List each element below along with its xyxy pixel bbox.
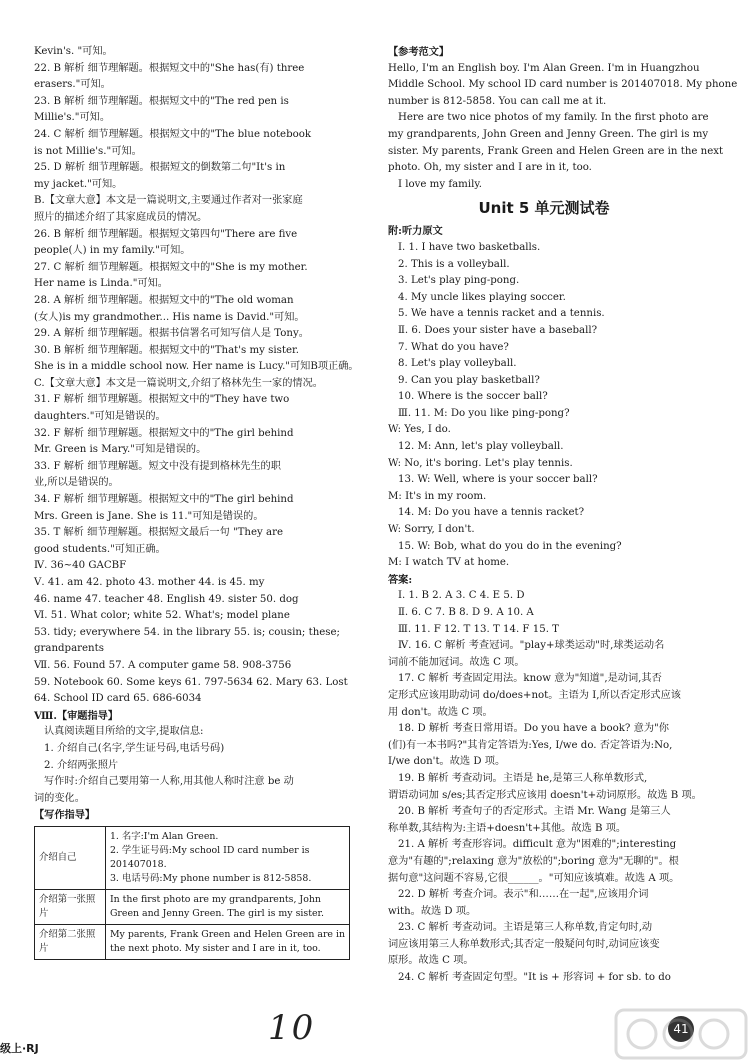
table-cell-line: 3. 电话号码:My phone number is 812-5858. <box>109 872 312 884</box>
right-column <box>388 44 738 987</box>
answer-line: 答案: <box>388 573 413 586</box>
answer-line: 18. D 解析 考查日常用语。Do you have a book? 意为"你 <box>398 723 669 735</box>
text-line: 【写作指导】 <box>34 809 96 822</box>
text-line: my jacket."可知。 <box>34 178 123 190</box>
text-line: 1. 介绍自己(名字,学生证号码,电话号码) <box>44 742 225 754</box>
answer-line: 词前不能加冠词。故选 C 项。 <box>388 656 525 668</box>
answer-line: 4. My uncle likes playing soccer. <box>398 291 566 303</box>
table-row <box>35 826 350 889</box>
answer-line: 5. We have a tennis racket and a tennis. <box>398 308 605 320</box>
text-line: Kevin's. "可知。 <box>34 46 113 57</box>
answer-line: Ⅰ. 1. I have two basketballs. <box>398 241 541 253</box>
table-row-label: 介绍第一张照片 <box>35 889 106 924</box>
text-line: people(人) in my family."可知。 <box>34 245 191 257</box>
table-cell-line: My parents, Frank Green and Helen Green are in <box>109 928 345 940</box>
text-line: erasers."可知。 <box>34 79 111 91</box>
text-line: 23. B 解析 细节理解题。根据短文中的"The red pen is <box>34 95 289 107</box>
answer-line: 14. M: Do you have a tennis racket? <box>398 507 585 519</box>
essay-line: Here are two nice photos of my family. In the first photo are <box>398 112 709 124</box>
table-row-content <box>105 826 349 889</box>
text-line: daughters."可知是错误的。 <box>34 411 166 423</box>
answer-line: 用 don't。故选 C 项。 <box>388 706 493 718</box>
answer-line: Ⅲ. 11. F 12. T 13. T 14. F 15. T <box>398 623 559 635</box>
table-row <box>35 924 350 959</box>
answer-line: 3. Let's play ping-pong. <box>398 275 520 287</box>
text-line: (女人)is my grandmother... His name is David."可知。 <box>34 311 305 323</box>
text-line: Ⅳ. 36~40 GACBF <box>34 560 127 572</box>
text-line: Ⅵ. 51. What color; white 52. What's; model plane <box>34 610 290 622</box>
answer-line: 15. W: Bob, what do you do in the evening? <box>398 540 622 552</box>
table-cell-line: the next photo. My sister and I are in it, too. <box>109 942 321 954</box>
answer-line: 谓语动词加 s/es;其否定形式应该用 doesn't+动词原形。故选 B 项。 <box>388 789 702 801</box>
answer-line: W: Yes, I do. <box>388 424 451 436</box>
answer-line: Ⅱ. 6. C 7. B 8. D 9. A 10. A <box>398 607 534 618</box>
text-line: 照片的描述介绍了其家庭成员的情况。 <box>34 211 208 223</box>
table-cell-line: Green and Jenny Green. The girl is my sister. <box>109 907 324 919</box>
page-number-badge: 41 <box>668 1016 694 1042</box>
handwritten-page-number: 10 <box>268 1008 316 1048</box>
footer-grade-label: 级上·RJ <box>0 1042 39 1055</box>
text-line: Ⅶ. 56. Found 57. A computer game 58. 908-3756 <box>34 659 292 671</box>
text-line: good students."可知正确。 <box>34 543 166 555</box>
text-line: is not Millie's."可知。 <box>34 145 142 157</box>
answer-line: M: I watch TV at home. <box>388 557 510 569</box>
text-line: 59. Notebook 60. Some keys 61. 797-5634 62. Mary 63. Lost <box>34 676 348 688</box>
table-row-content <box>105 889 349 924</box>
text-line: Mrs. Green is Jane. She is 11."可知是错误的。 <box>34 510 264 522</box>
answer-line: 称单数,其结构为:主语+doesn't+其他。故选 B 项。 <box>388 822 627 834</box>
answer-line: W: Sorry, I don't. <box>388 524 475 536</box>
answer-line: 24. C 解析 考查固定句型。"It is + 形容词 + for sb. to do <box>398 972 671 984</box>
answer-line: 19. B 解析 考查动词。主语是 he,是第三人称单数形式, <box>398 772 648 784</box>
sample-essay-block <box>388 44 738 193</box>
text-line: 31. F 解析 细节理解题。根据短文中的"They have two <box>34 394 290 406</box>
text-line: Ⅷ.【审题指导】 <box>34 709 119 722</box>
text-line: Millie's."可知。 <box>34 112 111 124</box>
text-line: 词的变化。 <box>34 792 85 804</box>
text-line: 写作时:介绍自己要用第一人称,用其他人称时注意 be 动 <box>44 776 294 788</box>
text-line: 22. B 解析 细节理解题。根据短文中的"She has(有) three <box>34 62 305 74</box>
answer-line: 13. W: Well, where is your soccer ball? <box>398 474 598 486</box>
answer-line: Ⅱ. 6. Does your sister have a baseball? <box>398 324 598 336</box>
answer-line: 23. C 解析 考查动词。主语是第三人称单数,肯定句时,动 <box>398 922 653 934</box>
text-line: 35. T 解析 细节理解题。根据短文最后一句 "They are <box>34 527 283 539</box>
text-line: 26. B 解析 细节理解题。根据短文第四句"There are five <box>34 228 298 240</box>
text-line: She is in a middle school now. Her name is Lucy."可知B项正确。 <box>34 361 359 373</box>
text-line: C.【文章大意】本文是一篇说明文,介绍了格林先生一家的情况。 <box>34 377 323 389</box>
answer-line: Ⅲ. 11. M: Do you like ping-pong? <box>398 407 570 419</box>
text-line: Mr. Green is Mary."可知是错误的。 <box>34 444 207 456</box>
answer-line: Ⅳ. 16. C 解析 考查冠词。"play+球类运动"时,球类运动名 <box>398 640 665 652</box>
text-line: 业,所以是错误的。 <box>34 477 119 489</box>
table-row-label: 介绍自己 <box>35 826 106 889</box>
answer-line: 22. D 解析 考查介词。表示"和……在一起",应该用介词 <box>398 889 649 901</box>
answer-line: 意为"有趣的";relaxing 意为"放松的";boring 意为"无聊的"。根 <box>388 855 679 867</box>
essay-line: Middle School. My school ID card number is 201407018. My phone <box>388 79 738 91</box>
answer-line: Ⅰ. 1. B 2. A 3. C 4. E 5. D <box>398 590 525 602</box>
table-cell-line: 2. 学生证号码:My school ID card number is <box>109 844 310 856</box>
text-line: B.【文章大意】本文是一篇说明文,主要通过作者对一张家庭 <box>34 195 303 207</box>
text-line: Ⅴ. 41. am 42. photo 43. mother 44. is 45. my <box>34 577 265 588</box>
table-cell-line: 1. 名字:I'm Alan Green. <box>109 830 219 842</box>
essay-line: photo. Oh, my sister and I are in it, too. <box>388 162 592 174</box>
text-line: 53. tidy; everywhere 54. in the library 55. is; cousin; these; <box>34 626 340 638</box>
essay-line: 【参考范文】 <box>388 46 450 58</box>
table-row-label: 介绍第二张照片 <box>35 924 106 959</box>
text-line: grandparents <box>34 643 104 655</box>
essay-line: sister. My parents, Frank Green and Helen Green are in the next <box>388 145 724 157</box>
table-row-content <box>105 924 349 959</box>
text-line: 27. C 解析 细节理解题。根据短文中的"She is my mother. <box>34 261 308 273</box>
answer-line: 附:听力原文 <box>388 225 443 238</box>
answer-key-block <box>388 223 700 986</box>
left-text-block <box>34 44 359 824</box>
answer-line: 21. A 解析 考查形容词。difficult 意为"困难的";interesting <box>398 839 677 851</box>
essay-line: number is 812-5858. You can call me at it. <box>388 95 607 107</box>
answer-line: 20. B 解析 考查句子的否定形式。主语 Mr. Wang 是第三人 <box>398 806 671 818</box>
answer-line: 原形。故选 C 项。 <box>388 955 474 967</box>
essay-line: my grandparents, John Green and Jenny Green. The girl is my <box>388 128 709 140</box>
writing-guide-table <box>34 826 350 960</box>
answer-line: 10. Where is the soccer ball? <box>398 391 548 403</box>
essay-line: Hello, I'm an English boy. I'm Alan Green. I'm in Huangzhou <box>388 62 700 74</box>
answer-line: (们)有一本书吗?"其肯定答语为:Yes, I/we do. 否定答语为:No, <box>388 739 673 751</box>
text-line: 24. C 解析 细节理解题。根据短文中的"The blue notebook <box>34 128 312 140</box>
text-line: 认真阅读题目所给的文字,提取信息: <box>44 726 204 738</box>
text-line: 30. B 解析 细节理解题。根据短文中的"That's my sister. <box>34 344 299 356</box>
left-column <box>34 44 359 960</box>
answer-line: 8. Let's play volleyball. <box>398 358 517 370</box>
text-line: 28. A 解析 细节理解题。根据短文中的"The old woman <box>34 294 294 306</box>
table-cell-line: In the first photo are my grandparents, John <box>109 893 321 905</box>
answer-line: I/we don't。故选 D 项。 <box>388 756 506 768</box>
text-line: 2. 介绍两张照片 <box>44 759 119 771</box>
answer-line: 2. This is a volleyball. <box>398 258 510 270</box>
table-cell-line: 201407018. <box>109 858 167 870</box>
text-line: 25. D 解析 细节理解题。根据短文的倒数第二句"It's in <box>34 162 286 174</box>
text-line: Her name is Linda."可知。 <box>34 278 168 290</box>
text-line: 34. F 解析 细节理解题。根据短文中的"The girl behind <box>34 494 294 506</box>
text-line: 33. F 解析 细节理解题。短文中没有提到格林先生的职 <box>34 460 281 472</box>
answer-line: 定形式应该用助动词 do/does+not。主语为 I,所以否定形式应该 <box>388 689 681 701</box>
answer-line: 据句意"这问题不容易,它很______。"可知应该填难。故选 A 项。 <box>388 872 680 884</box>
answer-line: 12. M: Ann, let's play volleyball. <box>398 441 564 453</box>
answer-line: 词应该用第三人称单数形式;其否定一般疑问句时,动词应该变 <box>388 938 660 950</box>
watermark-logo <box>612 1004 750 1063</box>
answer-line: 7. What do you have? <box>398 341 509 353</box>
answer-line: W: No, it's boring. Let's play tennis. <box>388 457 573 469</box>
table-row <box>35 889 350 924</box>
answer-line: 9. Can you play basketball? <box>398 374 540 386</box>
text-line: 29. A 解析 细节理解题。根据书信署名可知写信人是 Tony。 <box>34 328 309 340</box>
answer-line: with。故选 D 项。 <box>388 905 477 917</box>
text-line: 46. name 47. teacher 48. English 49. sister 50. dog <box>34 593 299 605</box>
text-line: 32. F 解析 细节理解题。根据短文中的"The girl behind <box>34 427 294 439</box>
essay-line: I love my family. <box>398 178 482 190</box>
answer-line: 17. C 解析 考查固定用法。know 意为"知道",是动词,其否 <box>398 673 662 685</box>
answer-line: M: It's in my room. <box>388 490 487 502</box>
text-line: 64. School ID card 65. 686-6034 <box>34 693 202 705</box>
unit-title: Unit 5 单元测试卷 <box>478 199 610 218</box>
